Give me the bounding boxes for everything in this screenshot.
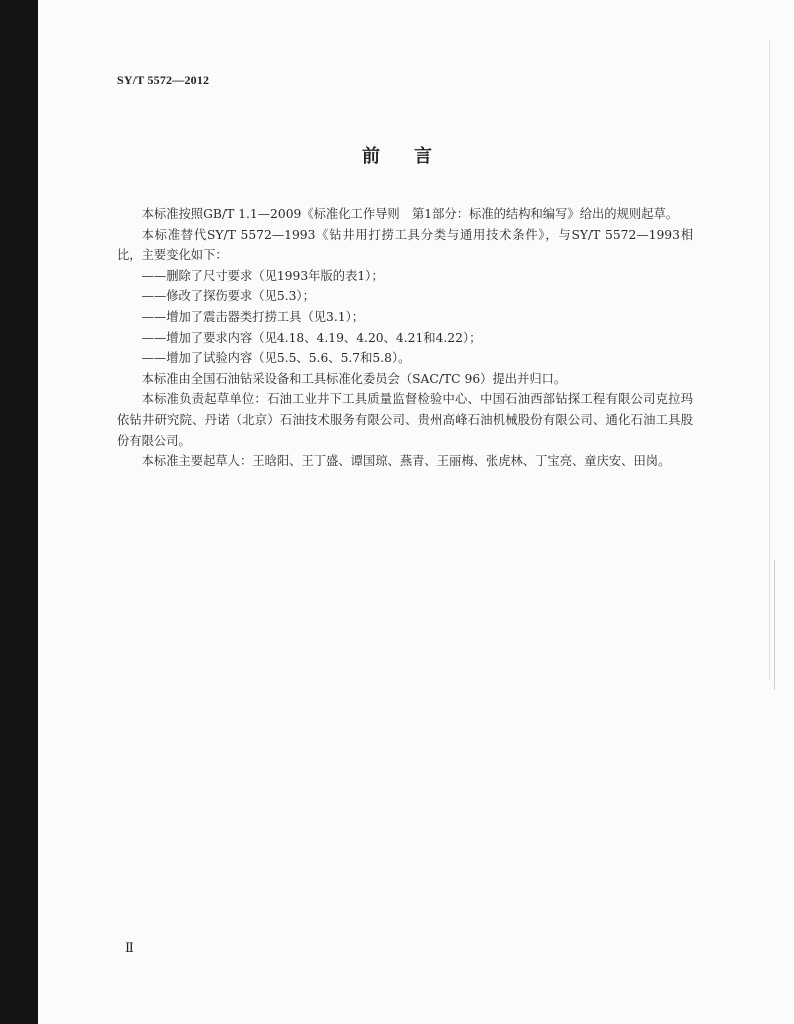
page-title xyxy=(0,142,794,168)
paragraph-proposer: 本标准由全国石油钻采设备和工具标准化委员会（SAC/TC 96）提出并归口。 xyxy=(141,371,567,386)
change-item: ——删除了尺寸要求（见1993年版的表1）； xyxy=(141,268,384,283)
standard-code: SY/T 5572—2012 xyxy=(117,73,210,87)
change-item: ——修改了探伤要求（见5.3）； xyxy=(141,289,315,304)
page-edge-line-lower xyxy=(774,560,775,690)
paragraph-drafting-units: 本标准负责起草单位：石油工业井下工具质量监督检验中心、中国石油西部钻探工程有限公司克拉玛依钻井研究院、丹诺（北京）石油技术服务有限公司、贵州高峰石油机械股份有限公司、通化石油工具股份有限公司。 xyxy=(117,392,693,448)
preface-body xyxy=(117,204,693,472)
change-item: ——增加了试验内容（见5.5、5.6、5.7和5.8）。 xyxy=(141,351,411,366)
title-char-2: 言 xyxy=(414,146,432,167)
page-edge-line xyxy=(769,40,770,680)
change-item: ——增加了要求内容（见4.18、4.19、4.20、4.21和4.22）； xyxy=(141,330,482,345)
paragraph-drafters: 本标准主要起草人：王晗阳、王丁盛、谭国琼、燕青、王丽梅、张虎林、丁宝亮、童庆安、田岗。 xyxy=(141,454,671,469)
paragraph-drafting-rules: 本标准按照GB/T 1.1—2009《标准化工作导则 第1部分：标准的结构和编写》给出的规则起草。 xyxy=(141,207,679,221)
change-item: ——增加了震击器类打捞工具（见3.1）； xyxy=(141,309,365,324)
page-number: Ⅱ xyxy=(125,940,134,955)
title-char-1: 前 xyxy=(362,146,380,167)
paragraph-replacement: 本标准替代SY/T 5572—1993《钻井用打捞工具分类与通用技术条件》，与SY/T 5572—1993相比，主要变化如下： xyxy=(117,227,693,263)
